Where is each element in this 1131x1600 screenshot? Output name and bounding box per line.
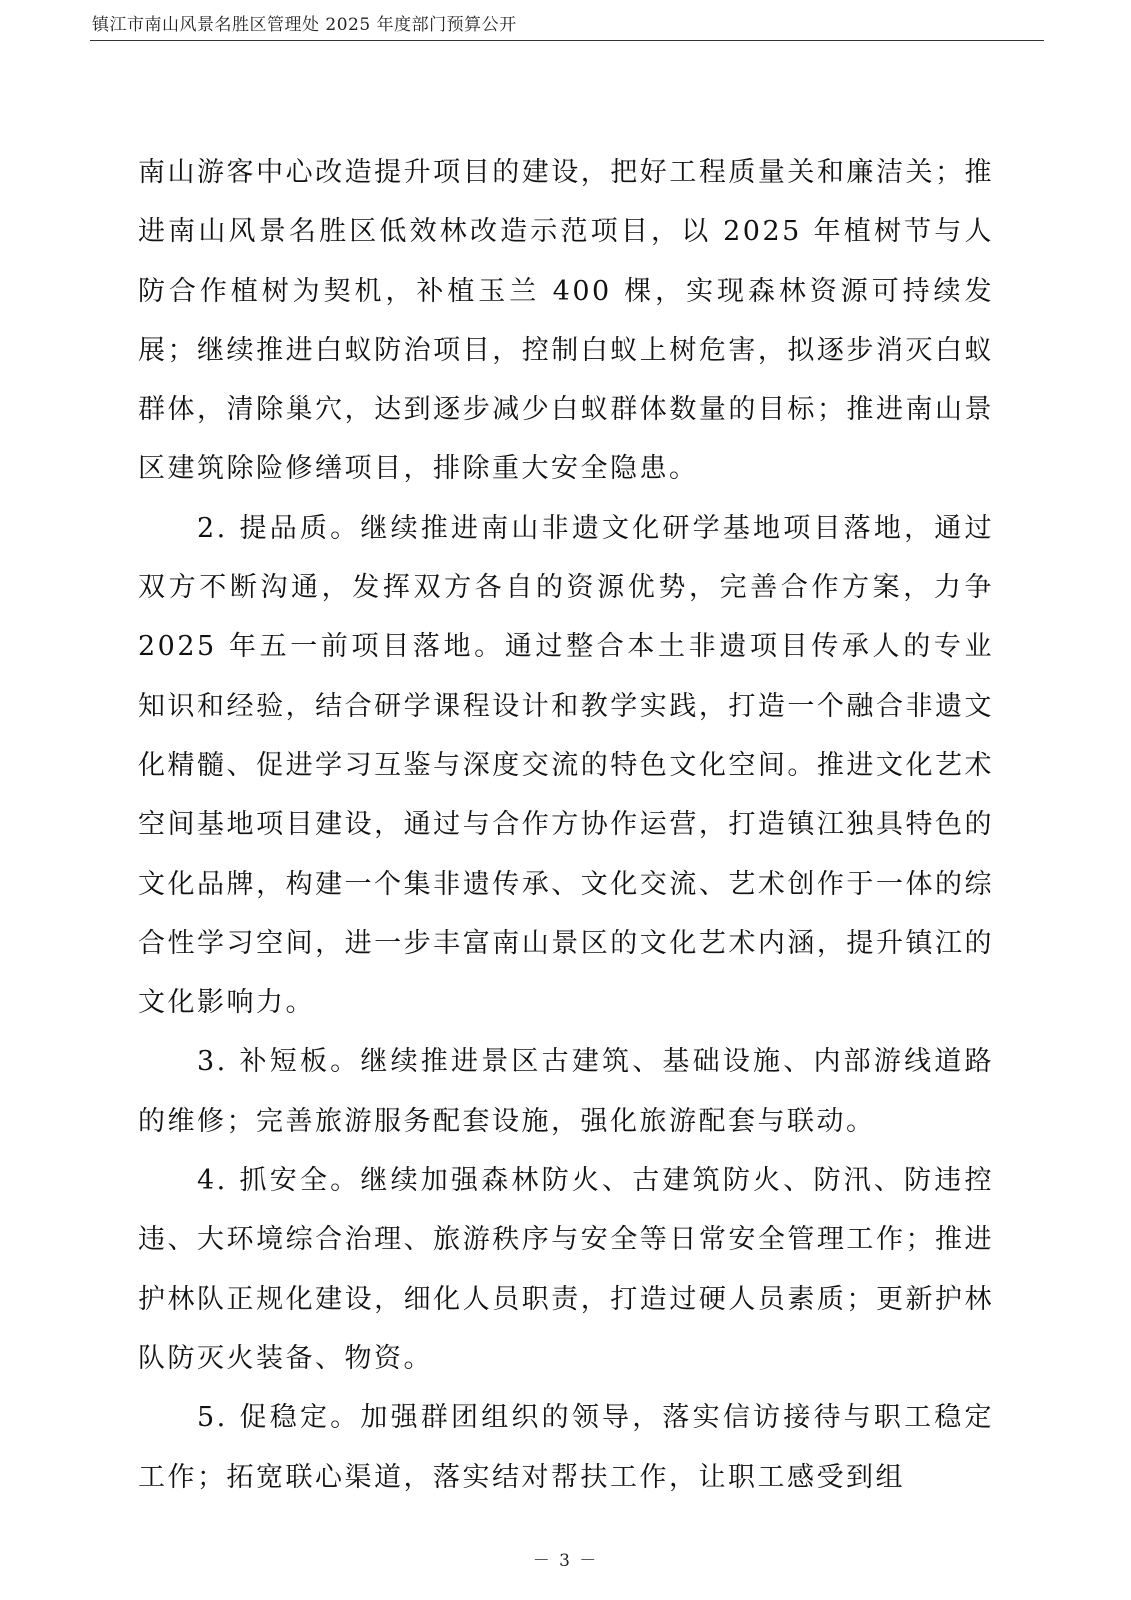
paragraph-item-4: 4. 抓安全。继续加强森林防火、古建筑防火、防汛、防违控违、大环境综合治理、旅游秩序与安全等日常安全管理工作；推进护林队正规化建设，细化人员职责，打造过硬人员素质；更新护林队防灭火装备、物资。 [138, 1165, 994, 1374]
body-text [138, 143, 994, 1507]
paragraph-item-3: 3. 补短板。继续推进景区古建筑、基础设施、内部游线道路的维修；完善旅游服务配套设施，强化旅游配套与联动。 [138, 1046, 994, 1137]
running-header: 镇江市南山风景名胜区管理处 2025 年度部门预算公开 [92, 15, 517, 35]
paragraph-continuation: 南山游客中心改造提升项目的建设，把好工程质量关和廉洁关；推进南山风景名胜区低效林改造示范项目，以 2025 年植树节与人防合作植树为契机，补植玉兰 400 棵，实现森林资源可持续发展；继续推进白蚁防治项目，控制白蚁上树危害，拟逐步消灭白蚁群体，清除巢穴，达到逐步减少白蚁群体数量的目标；推进南山景区建筑除险修缮项目，排除重大安全隐患。 [138, 157, 994, 485]
header-divider [90, 40, 1044, 41]
paragraph-item-5: 5. 促稳定。加强群团组织的领导，落实信访接待与职工稳定工作；拓宽联心渠道，落实结对帮扶工作，让职工感受到组 [138, 1402, 994, 1493]
paragraph-item-2: 2. 提品质。继续推进南山非遗文化研学基地项目落地，通过双方不断沟通，发挥双方各自的资源优势，完善合作方案，力争 2025 年五一前项目落地。通过整合本土非遗项目传承人的专业知识和经验，结合研学课程设计和教学实践，打造一个融合非遗文化精髓、促进学习互鉴与深度交流的特色文化空间。推进文化艺术空间基地项目建设，通过与合作方协作运营，打造镇江独具特色的文化品牌，构建一个集非遗传承、文化交流、艺术创作于一体的综合性学习空间，进一步丰富南山景区的文化艺术内涵，提升镇江的文化影响力。 [138, 512, 994, 1019]
page-number: － 3 － [532, 1551, 599, 1571]
